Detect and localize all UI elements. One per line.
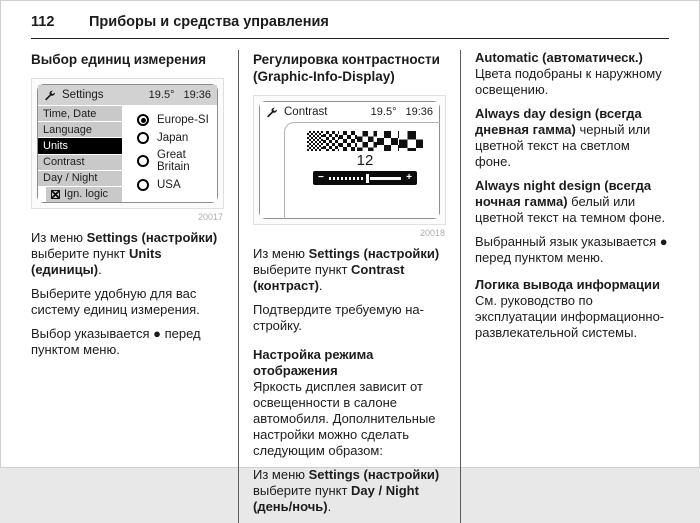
page-header bbox=[31, 14, 669, 30]
clock-readout: 19:36 bbox=[405, 106, 433, 118]
contrast-screen bbox=[259, 101, 440, 219]
paragraph: Из меню Settings (настройки) выберите пункт Day / Night (день/ночь). bbox=[253, 467, 440, 514]
temperature-readout: 19.5° bbox=[370, 106, 397, 118]
settings-screen-titlebar bbox=[38, 85, 217, 106]
paragraph: Яркость дисплея зависит от освещенности в салоне автомобиля. Дополнительные настройки можно сделать следующим образом: bbox=[253, 379, 436, 458]
paragraph: Always night design (всегда ночная гамма) белый или цветной текст на темном фоне. bbox=[475, 178, 666, 225]
wrench-icon bbox=[44, 90, 57, 101]
paragraph: Always day design (всегда дневная гамма) черный или цветной текст на светлом фоне. bbox=[475, 106, 651, 169]
status-readouts bbox=[371, 106, 433, 118]
paragraph: Выбранный язык указывается ● перед пунктом меню. bbox=[475, 234, 668, 265]
minus-icon: − bbox=[318, 172, 324, 183]
section-heading-units: Выбор единиц измерения bbox=[31, 52, 206, 67]
status-readouts bbox=[149, 89, 211, 101]
column-middle bbox=[238, 50, 446, 523]
contrast-slider bbox=[313, 171, 417, 185]
paragraph: См. руководство по эксплуатации информационно-развлекательной системы. bbox=[475, 293, 665, 340]
paragraph: Automatic (автоматическ.) Цвета подобраны к наружному освещению. bbox=[475, 50, 662, 97]
contrast-value: 12 bbox=[356, 152, 374, 169]
paragraph: Подтвердите требуемую настройку. bbox=[253, 302, 424, 333]
settings-screen-title: Settings bbox=[62, 89, 104, 101]
contrast-screen-titlebar bbox=[260, 102, 439, 122]
plus-icon: + bbox=[406, 172, 412, 183]
figure-caption: 20018 bbox=[419, 228, 445, 238]
option-label: Great Britain bbox=[157, 149, 190, 173]
clock-readout: 19:36 bbox=[183, 89, 211, 101]
wrench-icon bbox=[266, 107, 279, 118]
option-europe-si bbox=[137, 114, 215, 126]
slider-dotted-track bbox=[329, 177, 365, 180]
option-great-britain bbox=[137, 149, 215, 173]
column-left bbox=[31, 50, 224, 523]
paragraph: Из меню Settings (настройки) выберите пункт Contrast (контраст). bbox=[253, 246, 440, 293]
paragraph: Из меню Settings (настройки) выберите пункт Units (единицы). bbox=[31, 230, 218, 277]
menu-item-contrast: Contrast bbox=[38, 155, 124, 171]
settings-screen bbox=[37, 84, 218, 203]
menu-item-language: Language bbox=[38, 122, 124, 138]
settings-menu bbox=[38, 106, 124, 202]
option-label: Japan bbox=[157, 131, 189, 144]
option-japan bbox=[137, 132, 215, 144]
contrast-controls bbox=[307, 131, 423, 185]
temperature-readout: 19.5° bbox=[148, 89, 175, 101]
option-usa bbox=[137, 179, 215, 191]
contrast-test-pattern bbox=[307, 131, 423, 151]
page-number: 112 bbox=[31, 14, 55, 30]
radio-unselected-icon bbox=[137, 132, 149, 144]
unit-options-list bbox=[124, 106, 217, 202]
menu-item-day-night: Day / Night bbox=[38, 171, 124, 187]
contrast-screen-title: Contrast bbox=[284, 106, 328, 118]
subsection-heading-info-logic: Логика вывода информации bbox=[475, 277, 661, 292]
slider-thumb bbox=[366, 174, 369, 183]
contrast-screen-figure bbox=[253, 95, 446, 225]
columns bbox=[31, 50, 669, 523]
contrast-screen-body bbox=[260, 122, 439, 218]
option-label: Europe-SI bbox=[157, 114, 209, 126]
radio-unselected-icon bbox=[137, 155, 149, 167]
paragraph: Выбор указывается ● перед пунктом меню. bbox=[31, 326, 201, 357]
column-right bbox=[460, 50, 668, 523]
checkbox-checked-icon bbox=[51, 190, 60, 199]
option-label: USA bbox=[157, 178, 181, 191]
menu-item-units-selected: Units bbox=[38, 138, 124, 154]
settings-screen-body bbox=[38, 106, 217, 202]
settings-screen-figure bbox=[31, 78, 224, 209]
figure-caption: 20017 bbox=[197, 212, 223, 222]
page-title: Приборы и средства управления bbox=[89, 14, 329, 30]
menu-item-time-date: Time, Date bbox=[38, 106, 124, 122]
subsection-heading-display-mode: Настройка режима отображения bbox=[253, 347, 374, 378]
paragraph: Выберите удобную для вас систему единиц измерения. bbox=[31, 286, 200, 317]
menu-item-ign-logic-label: Ign. logic bbox=[64, 188, 109, 201]
menu-item-ign-logic bbox=[46, 187, 124, 202]
radio-unselected-icon bbox=[137, 179, 149, 191]
section-heading-contrast: Регулировка контрастности (Graphic-Info-Display) bbox=[253, 52, 440, 84]
header-rule bbox=[31, 38, 669, 39]
slider-solid-track bbox=[370, 177, 401, 180]
radio-selected-icon bbox=[137, 114, 149, 126]
